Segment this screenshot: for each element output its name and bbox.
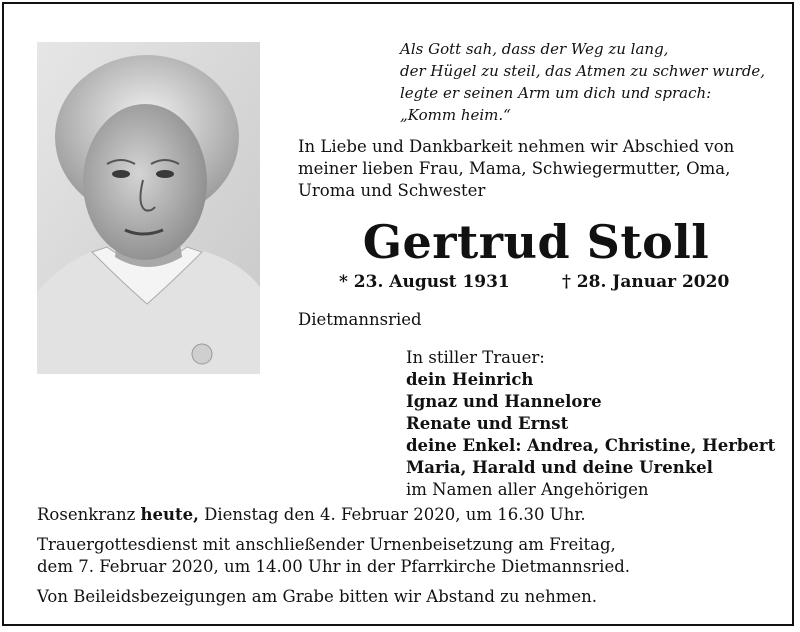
deceased-name: Gertrud Stoll [362, 215, 710, 269]
portrait-image [37, 42, 260, 374]
rosary-details: Dienstag den 4. Februar 2020, um 16.30 Uhr. [204, 505, 586, 524]
mourners-heading: In stiller Trauer: [406, 348, 545, 367]
portrait-photo [37, 42, 260, 374]
poem-line: der Hügel zu steil, das Atmen zu schwer wurde, [400, 62, 766, 80]
intro-line: meiner lieben Frau, Mama, Schwiegermutter, Oma, [298, 159, 731, 178]
mourner-name: dein Heinrich [406, 370, 534, 389]
poem [400, 38, 790, 126]
rosary-line [37, 504, 787, 526]
mourners-closing: im Namen aller Angehörigen [406, 480, 649, 499]
rosary-prefix: Rosenkranz [37, 505, 136, 524]
death-date: † 28. Januar 2020 [562, 272, 730, 292]
mourner-name: Maria, Harald und deine Urenkel [406, 458, 713, 477]
mourner-name: Ignaz und Hannelore [406, 392, 602, 411]
service-line: dem 7. Februar 2020, um 14.00 Uhr in der Pfarrkirche Dietmannsried. [37, 557, 631, 576]
place-name: Dietmannsried [298, 310, 422, 329]
intro-line: Uroma und Schwester [298, 181, 486, 200]
mourners-list [406, 347, 796, 501]
obituary-card [2, 2, 794, 626]
service-details [37, 504, 787, 608]
service-line: Trauergottesdienst mit anschließender Urnenbeisetzung am Freitag, [37, 535, 616, 554]
intro-text [298, 136, 790, 202]
condolence-note: Von Beileidsbezeigungen am Grabe bitten wir Abstand zu nehmen. [37, 587, 597, 606]
intro-line: In Liebe und Dankbarkeit nehmen wir Abschied von [298, 137, 735, 156]
mourner-name: Renate und Ernst [406, 414, 569, 433]
poem-line: Als Gott sah, dass der Weg zu lang, [400, 40, 669, 58]
rosary-today: heute, [140, 505, 199, 524]
poem-line: „Komm heim.“ [400, 106, 511, 124]
poem-line: legte er seinen Arm um dich und sprach: [400, 84, 712, 102]
mourner-name: deine Enkel: Andrea, Christine, Herbert [406, 436, 776, 455]
birth-date: * 23. August 1931 [339, 272, 510, 292]
